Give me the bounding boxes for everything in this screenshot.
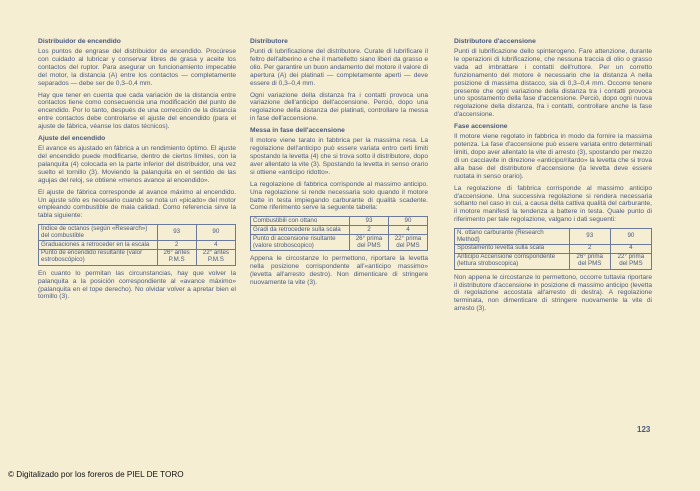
table-cell: 93 — [349, 217, 388, 226]
table-cell: Anticipo Accensione corrispondente (lettura stroboscopica) — [455, 253, 570, 269]
table-cell: Punto de encendido resultante (valor estroboscópico) — [39, 249, 158, 265]
table-row — [455, 244, 652, 253]
paragraph: Los puntos de engrase del distribuidor de encendido. Procúrese con cuidado al lubricar y conservar libres de grasa y aceite los contactos del ruptor. Para asegurar un funcionamiento impecable del motor, la distancia (A) entre los contactos — completamente separados — debe ser de 0,3–0,4 mm. — [38, 48, 236, 87]
table-cell: 90 — [388, 217, 427, 226]
section-heading: Distributore — [250, 38, 288, 45]
section-heading: Ajuste del encendido — [38, 135, 106, 143]
paragraph: Hay que tener en cuenta que cada variación de la distancia entre contactos tiene como consecuencia una modificación del punto de encendido. Por lo tanto, después de una corrección de la distancia entre contactos debe controlarse el ajuste del encendido (para el ajuste de fábrica, véanse los datos técnicos). — [38, 91, 236, 131]
table-row — [455, 253, 652, 269]
table-cell: 22° prima del PMS — [388, 235, 427, 251]
table-cell: 4 — [388, 226, 427, 235]
column-spanish — [38, 38, 236, 305]
paragraph: El avance es ajustado en fábrica a un rendimiento óptimo. El ajuste del encendido puede modificarse, dentro de ciertos límites, con la palanquita (4) colocada en la parte inferior del distribuidor, una vez suelto el tornillo (3). Moviendo la palanquita en el sentido de las agujas del reloj, se obtiene «menos avance al encendido». — [38, 145, 236, 184]
octane-table — [454, 228, 652, 270]
table-cell: Spostamento levetta sulla scala — [455, 244, 570, 253]
table-cell: 22° antes P.M.S — [196, 249, 235, 265]
table-cell: 26° prima del PMS — [569, 253, 610, 269]
table-row — [39, 249, 236, 265]
table-cell: 2 — [569, 244, 610, 253]
column-italian-2 — [454, 38, 652, 317]
paragraph: Punti di lubrificazione dello spinterogeno. Fare attenzione, durante le operazioni di lubrificazione, che nessuna traccia di olio o grasso vada ad imbrattare i contatti dell'ruttore. Per un corretto funzionamento del motore è necessario che la distanza A nella posizione di massima distacco, sia di 0,3–0,4 mm. Occorre tenere presente che ogni variazione della distanza tra i contatti provoca uno spostamento della fase d'accensione. Perciò, dopo ogni nuova regolazione della distanza, fra i contatti, controllare anche la fase d'accensione. — [454, 48, 652, 119]
table-cell: 93 — [569, 229, 610, 245]
paragraph: El ajuste de fábrica corresponde al avance máximo al encendido. Un ajuste sólo es necesario cuando se nota un «picado» del motor empleando combustible de mala calidad. Como referencia sirve la tabla siguiente: — [38, 188, 236, 220]
column-italian — [250, 38, 428, 291]
table-cell: 90 — [610, 229, 651, 245]
table-cell: N. ottano carburante (Research Method) — [455, 229, 570, 245]
table-cell: Índice de octanos (según «Research») del combustible — [39, 225, 158, 241]
table-cell: 90 — [196, 225, 235, 241]
paragraph: La regolazione di fabbrica corrisponde al massimo anticipo. Una regolazione si rende necessaria solo quando il motore batte in testa impiegando carburante di qualità scadente. Come riferimento serve la seguente tabella: — [250, 180, 428, 212]
paragraph: Il motore viene regolato in fabbrica in modo da fornire la massima potenza. La fase d'accensione può essere variata entro determinati limiti, dopo aver allentato la vite di arresto (3), spostando per mezzo di un cacciavite in direzione «anticipo/ritardo» la levetta che si trova alla base del distributore d'accensione (la levetta deve essere ruotata in senso orario). — [454, 133, 652, 180]
table-cell: 93 — [157, 225, 196, 241]
table-cell: 22° prima del PMS — [610, 253, 651, 269]
section-heading: Distributore d'accensione — [454, 38, 536, 45]
table-cell: 2 — [349, 226, 388, 235]
table-row — [251, 217, 428, 226]
octane-table — [38, 224, 236, 266]
paragraph: Il motore viene tarato in fabbrica per la massima resa. La regolazione dell'anticipo può essere variata entro certi limiti spostando la levetta (4) che si trova sotto il distributore, dopo aver allentato la vite (3). Spostando la levetta in senso orario si ottiene «anticipo ridotto». — [250, 137, 428, 176]
table-cell: 4 — [196, 241, 235, 250]
table-cell: 26° antes P.M.S — [157, 249, 196, 265]
table-cell: Graduaciones a retroceder en la escala — [39, 241, 158, 250]
section-heading: Messa in fase dell'accensione — [250, 127, 345, 135]
paragraph: Ogni variazione della distanza fra i contatti provoca una variazione dell'anticipo dell'accensione. Perciò, dopo una regolazione della distanza dei platinati, controllare la messa in fase dell'accensione. — [250, 91, 428, 123]
table-cell: Gradi da retrocedere sulla scala — [251, 226, 350, 235]
table-row — [39, 225, 236, 241]
paragraph: Non appena le circostanze lo permettono, occorre tuttavia riportare il distributore d'accensione in posizione di massimo anticipo (levetta di regolazione accostata all'arresto di destra). A regolazione terminata, non dimenticare di stringere nuovamente la vite di arresto (3). — [454, 273, 652, 313]
footer-credit: © Digitalizado por los foreros de PIEL DE TORO — [8, 470, 184, 479]
table-row — [39, 241, 236, 250]
table-row — [455, 229, 652, 245]
section-heading: Fase accensione — [454, 123, 508, 131]
paragraph: En cuanto lo permitan las circunstancias, hay que volver la palanquita a la posición correspondiente al «avance máximo» (palanquita en el tope derecho). No olvidar volver a apretar bien el tornillo (3). — [38, 269, 236, 301]
paragraph: La regolazione di fabbrica corrisponde al massimo anticipo d'accensione. Una successiva regolazione si rendera necessaria soltanto nel caso in cui, a causa della cattiva qualità del carburante, il motore manifesti la tendenza a battere in testa. Quale punto di riferimento per tale regolazione, valgano i dati seguenti: — [454, 184, 652, 224]
paragraph: Appena le circostanze lo permettono, riportare la levetta nella posizione corrispondente all'«anticipo massimo» (levetta all'arresto destro). Non dimenticare di stringere nuovamente la vite (3). — [250, 254, 428, 286]
table-cell: 4 — [610, 244, 651, 253]
table-cell: Combustibili con ottano — [251, 217, 350, 226]
table-cell: 26° prima del PMS — [349, 235, 388, 251]
page-number: 123 — [637, 425, 651, 434]
octane-table — [250, 216, 428, 251]
table-row — [251, 226, 428, 235]
table-cell: Punto di accensione risultante (valore stroboscopico) — [251, 235, 350, 251]
table-row — [251, 235, 428, 251]
table-cell: 2 — [157, 241, 196, 250]
paragraph: Punti di lubrificazione del distributore. Curate di lubrificare il feltro dell'alberino e che il martelletto siano liberi da grasso e olio. Per garantire un buon andamento del motore il valore di apertura (A) dei platinati — completamente aperti — deve essere di 0,3–0,4 mm. — [250, 48, 428, 87]
section-heading: Distribuidor de encendido — [38, 38, 121, 45]
